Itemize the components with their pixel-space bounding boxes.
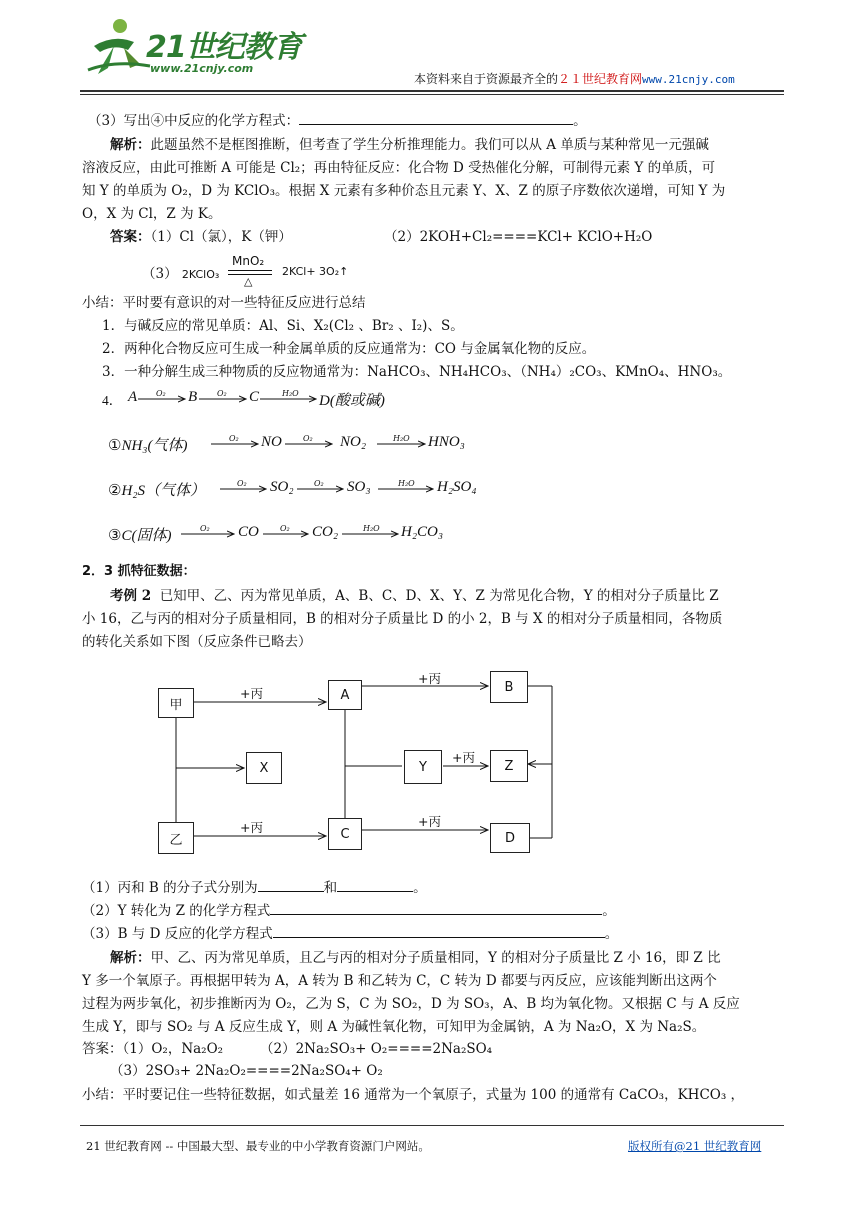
question-3-text: （3）写出④中反应的化学方程式： xyxy=(88,113,300,129)
arrow-label-o2: O₂ xyxy=(303,434,313,443)
example-2-line-2: 小 16，乙与丙的相对分子质量相同，B 的相对分子质量比 D 的小 2，B 与 X 的相对分子质量相同，各物质 xyxy=(82,611,723,627)
point-1: 1．与碱反应的常见单质：Al、Si、X₂(Cl₂ 、Br₂ 、I₂)、S。 xyxy=(102,318,464,334)
node-y: Y xyxy=(404,750,442,784)
catalyst-label: MnO₂ xyxy=(232,254,265,268)
example-2-line-3: 的转化关系如下图（反应条件已略去） xyxy=(82,634,312,650)
node-yi: 乙 xyxy=(158,822,194,854)
arrow-label-o2: O₂ xyxy=(237,479,247,488)
chain-2-start: ②H₂S（气体） xyxy=(108,483,206,499)
analysis-2-line-1 xyxy=(110,946,721,966)
question-3b-text: （3）B 与 D 反应的化学方程式 xyxy=(82,926,273,942)
edge-label-bing: +丙 xyxy=(240,686,263,701)
answer-blank[interactable] xyxy=(270,902,602,915)
chain-4-a: A xyxy=(128,389,138,405)
chain-1-no: NO xyxy=(261,434,282,450)
header-source-red: ２１世纪教育网 xyxy=(558,72,643,86)
chain-3-co: CO xyxy=(238,524,259,540)
footer-left: 21 世纪教育网 -- 中国最大型、最专业的中小学教育资源门户网站。 xyxy=(86,1139,430,1153)
analysis-2-line-3: 过程为两步氧化，初步推断丙为 O₂，乙为 S，C 为 SO₂，D 为 SO₃，A、B 均为氧化物。又根据 C 与 A 反应 xyxy=(82,996,740,1012)
chain-1-no2: NO₂ xyxy=(340,434,367,450)
answer-2-part-2: （2）2Na₂SO₃+ O₂====2Na₂SO₄ xyxy=(260,1041,493,1057)
edge-label-bing: +丙 xyxy=(418,814,441,829)
chain-4-c: C xyxy=(249,389,260,405)
header-source-prefix: 本资料来自于资源最齐全的 xyxy=(414,72,559,86)
example-2-text-a: 已知甲、乙、丙为常见单质，A、B、C、D、X、Y、Z 为常见化合物，Y 的相对分子质量比 Z xyxy=(159,588,719,604)
chain-2-so3: SO₃ xyxy=(347,479,371,495)
node-b: B xyxy=(490,671,528,703)
question-1 xyxy=(82,876,427,896)
question-2-text: （2）Y 转化为 Z 的化学方程式 xyxy=(82,903,271,919)
analysis-1-line-1 xyxy=(110,133,709,153)
edge-label-bing: +丙 xyxy=(240,820,263,835)
analysis-1-line-3: 知 Y 的单质为 O₂，D 为 KClO₃。根据 X 元素有多种价态且元素 Y、X、Z 的原子序数依次递增，可知 Y 为 xyxy=(82,183,726,199)
answer-1-line-1 xyxy=(110,225,292,245)
question-1-text: （1）丙和 B 的分子式分别为 xyxy=(82,880,258,896)
chain-4-number: 4． xyxy=(102,393,123,408)
question-2-end: 。 xyxy=(602,903,616,919)
logo-url: www.21cnjy.com xyxy=(150,62,254,75)
question-3b-end: 。 xyxy=(604,926,619,942)
node-x: X xyxy=(246,752,282,784)
answer-blank[interactable] xyxy=(337,879,413,892)
chain-4 xyxy=(102,389,122,410)
node-z: Z xyxy=(490,750,528,782)
question-1-and: 和 xyxy=(323,880,338,896)
answer-1-part-3 xyxy=(142,262,219,282)
answer-blank[interactable] xyxy=(273,925,605,938)
arrow-label-o2: O₂ xyxy=(229,434,239,443)
chain-2-h2so4: H₂SO₄ xyxy=(437,479,477,495)
edge-label-bing: +丙 xyxy=(452,750,475,765)
point-2: 2．两种化合物反应可生成一种金属单质的反应通常为：CO 与金属氧化物的反应。 xyxy=(102,341,596,357)
footer-rule xyxy=(80,1125,784,1126)
analysis-2-text-a: 甲、乙、丙为常见单质，且乙与丙的相对分子质量相同，Y 的相对分子质量比 Z 小 16，即 Z 比 xyxy=(150,950,721,966)
example-label: 考例 2 xyxy=(110,588,152,604)
analysis-1-line-2: 溶液反应，由此可推断 A 可能是 Cl₂；再由特征反应：化合物 D 受热催化分解，可制得元素 Y 的单质，可 xyxy=(82,160,716,176)
chain-4-b: B xyxy=(188,389,198,405)
node-d: D xyxy=(490,823,530,853)
chain-2-so2: SO₂ xyxy=(270,479,294,495)
arrow-label-o2: O₂ xyxy=(217,389,227,398)
question-3b xyxy=(82,922,618,942)
node-a: A xyxy=(328,680,362,710)
chain-1-start: ①NH₃(气体) xyxy=(108,438,188,454)
question-2 xyxy=(82,899,616,919)
answer-1-part-1: （1）Cl（氯），K（钾） xyxy=(150,229,292,245)
analysis-1-line-4: O，X 为 Cl，Z 为 K。 xyxy=(82,206,222,222)
answer-blank[interactable] xyxy=(258,879,324,892)
example-2-line-1 xyxy=(110,584,719,604)
arrow-label-o2: O₂ xyxy=(314,479,324,488)
arrow-label-h2o: H₂O xyxy=(398,479,415,488)
arrow-label-o2: O₂ xyxy=(200,524,210,533)
heat-symbol: △ xyxy=(244,275,253,288)
site-logo[interactable] xyxy=(84,16,302,80)
section-heading: 2．3 抓特征数据： xyxy=(82,564,196,579)
answer-1-part-3-label: （3） xyxy=(142,266,178,282)
equation-left: 2KClO₃ xyxy=(181,268,220,281)
arrow-label-h2o: H₂O xyxy=(393,434,410,443)
arrow-label-o2: O₂ xyxy=(156,389,166,398)
chain-3-co2: CO₂ xyxy=(312,524,339,540)
chain-4-d: D(酸或碱) xyxy=(319,393,385,409)
arrow-label-h2o: H₂O xyxy=(282,389,299,398)
answer-2-part-3: （3）2SO₃+ 2Na₂O₂====2Na₂SO₄+ O₂ xyxy=(110,1063,383,1079)
edge-label-bing: +丙 xyxy=(418,671,441,686)
arrow-label-o2: O₂ xyxy=(280,524,290,533)
answer-blank[interactable] xyxy=(299,112,573,125)
node-jia: 甲 xyxy=(158,688,194,718)
answer-label: 答案： xyxy=(110,229,151,245)
summary-1: 小结：平时要有意识的对一些特征反应进行总结 xyxy=(82,295,366,311)
analysis-2-line-4: 生成 Y，即与 SO₂ 与 A 反应生成 Y，则 A 为碱性氧化物，可知甲为金属钠，A 为 Na₂O，X 为 Na₂S。 xyxy=(82,1019,706,1035)
question-3 xyxy=(88,109,587,129)
chain-3-h2co3: H₂CO₃ xyxy=(401,524,444,540)
equation-right: 2KCl+ 3O₂↑ xyxy=(282,265,349,278)
question-3-end: 。 xyxy=(573,113,587,129)
runner-logo-icon xyxy=(84,16,154,78)
node-c: C xyxy=(328,818,362,850)
header-source xyxy=(414,70,735,87)
analysis-1-text-a: 此题虽然不是框图推断，但考查了学生分析推理能力。我们可以从 A 单质与某种常见一元强碱 xyxy=(150,137,709,153)
header-rule xyxy=(80,90,784,92)
chain-1-hno3: HNO₃ xyxy=(428,434,465,450)
point-3: 3．一种分解生成三种物质的反应物通常为：NaHCO₃、NH₄HCO₃、（NH₄）₂CO₃、KMnO₄、HNO₃。 xyxy=(102,364,732,380)
header-rule-thin xyxy=(80,94,784,95)
chain-3-start: ③C(固体) xyxy=(108,528,172,544)
summary-2: 小结：平时要记住一些特征数据，如式量差 16 通常为一个氧原子，式量为 100 的通常有 CaCO₃，KHCO₃ ， xyxy=(82,1087,745,1103)
analysis-label: 解析： xyxy=(110,137,151,153)
footer-copyright-link[interactable]: 版权所有@21 世纪教育网 xyxy=(628,1139,762,1153)
question-1-end: 。 xyxy=(413,880,427,896)
analysis-2-line-2: Y 多一个氧原子。再根据甲转为 A，A 转为 B 和乙转为 C，C 转为 D 都要与丙反应，应该能判断出这两个 xyxy=(82,973,717,989)
logo-title: 21世纪教育 xyxy=(146,30,302,65)
arrow-label-h2o: H₂O xyxy=(363,524,380,533)
header-source-link[interactable]: www.21cnjy.com xyxy=(642,73,735,86)
answer-1-part-2: （2）2KOH+Cl₂====KCl+ KClO+H₂O xyxy=(384,229,653,245)
answer-2-part-1: 答案：（1）O₂，Na₂O₂ xyxy=(82,1041,224,1057)
analysis-label: 解析： xyxy=(110,950,151,966)
